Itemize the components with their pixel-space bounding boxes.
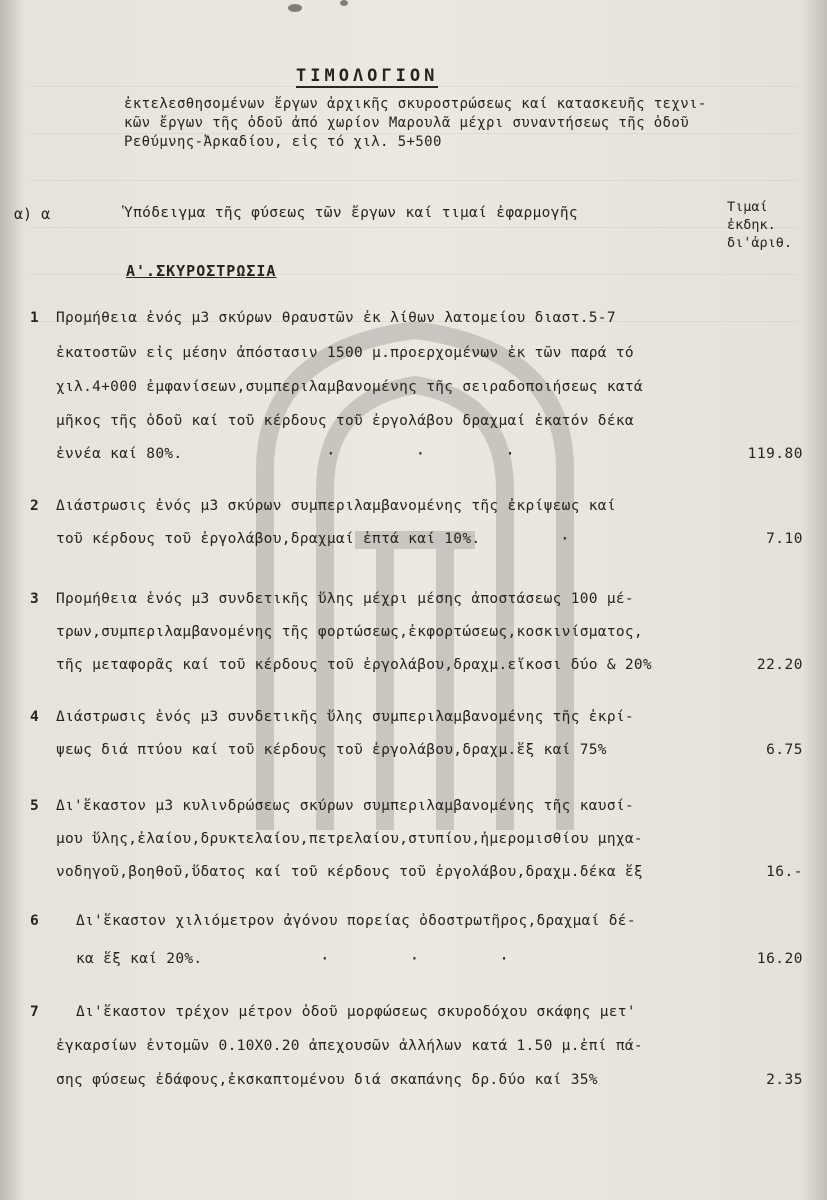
item-line: ἑκατοστῶν εἰς μέσην ἀπόστασιν 1500 μ.προερχομένων ἐκ τῶν παρά τό bbox=[56, 345, 634, 361]
price-col-line-2: ἐκδηκ. bbox=[727, 217, 776, 233]
item-line: τοῦ κέρδους τοῦ ἐργολάβου,δραχμαί ἑπτά καί 10%. bbox=[56, 531, 481, 547]
item-number: 2 bbox=[30, 498, 39, 514]
price-col-line-1: Τιμαί bbox=[727, 199, 768, 215]
leader-dots: ··· bbox=[326, 444, 595, 463]
item-line: Δι'ἕκαστον χιλιόμετρον ἀγόνου πορείας ὁδοστρωτῆρος,δραχμαί δέ- bbox=[76, 913, 636, 929]
item-number: 5 bbox=[30, 798, 39, 814]
item-number: 6 bbox=[30, 913, 39, 929]
item-line: ψεως διά πτύου καί τοῦ κέρδους τοῦ ἐργολάβου,δραχμ.ἕξ καί 75% bbox=[56, 742, 607, 758]
item-line: Προμήθεια ἑνός μ3 συνδετικῆς ὕλης μέχρι μέσης ἀποστάσεως 100 μέ- bbox=[56, 591, 634, 607]
item-price: 7.10 bbox=[766, 531, 803, 547]
price-column-header bbox=[727, 198, 792, 252]
leader-dots: · bbox=[560, 529, 650, 548]
item-line: Διάστρωσις ἑνός μ3 σκύρων συμπεριλαμβανομένης τῆς ἐκρίψεως καί bbox=[56, 498, 616, 514]
item-line: Προμήθεια ἑνός μ3 σκύρων θραυστῶν ἐκ λίθων λατομείου διαστ.5-7 bbox=[56, 310, 616, 326]
row-label: α) α bbox=[14, 205, 51, 223]
item-price: 119.80 bbox=[747, 446, 803, 462]
ink-spot bbox=[288, 4, 302, 12]
item-line: ἐγκαρσίων ἐντομῶν 0.10Χ0.20 ἀπεχουσῶν ἀλλήλων κατά 1.50 μ.ἐπί πά- bbox=[56, 1038, 643, 1054]
item-line: χιλ.4+000 ἐμφανίσεων,συμπεριλαμβανομένης τῆς σειραδοποιήσεως κατά bbox=[56, 379, 643, 395]
item-number: 4 bbox=[30, 709, 39, 725]
item-price: 2.35 bbox=[766, 1072, 803, 1088]
item-line: ἐννέα καί 80%. bbox=[56, 446, 183, 462]
item-number: 7 bbox=[30, 1004, 39, 1020]
item-line: μου ὕλης,ἐλαίου,δρυκτελαίου,πετρελαίου,στυπίου,ἡμερομισθίου μηχα- bbox=[56, 831, 643, 847]
item-price: 22.20 bbox=[756, 657, 803, 673]
item-line: νοδηγοῦ,βοηθοῦ,ὕδατος καί τοῦ κέρδους τοῦ ἐργολάβου,δραχμ.δέκα ἕξ bbox=[56, 864, 643, 880]
subtitle-line-3: Ρεθύμνης-Ἀρκαδίου, εἰς τό χιλ. 5+500 bbox=[124, 134, 442, 150]
item-line: τρων,συμπεριλαμβανομένης τῆς φορτώσεως,ἐκφορτώσεως,κοσκινίσματος, bbox=[56, 624, 643, 640]
leader-dots: ··· bbox=[320, 949, 589, 968]
document-title: ΤΙΜΟΛΟΓΙΟΝ bbox=[296, 66, 439, 86]
item-line: μῆκος τῆς ὁδοῦ καί τοῦ κέρδους τοῦ ἐργολάβου δραχμαί ἑκατόν δέκα bbox=[56, 413, 634, 429]
item-line: σης φύσεως ἐδάφους,ἐκσκαπτομένου διά σκαπάνης δρ.δύο καί 35% bbox=[56, 1072, 598, 1088]
ink-spot bbox=[340, 0, 348, 6]
item-price: 16.20 bbox=[756, 951, 803, 967]
item-line: κα ἕξ καί 20%. bbox=[76, 951, 203, 967]
archive-watermark-icon bbox=[225, 290, 605, 850]
column-description-header: Ὑπόδειγμα τῆς φύσεως τῶν ἔργων καί τιμαί ἐφαρμογῆς bbox=[124, 205, 578, 221]
subtitle-line-1: ἐκτελεσθησομένων ἔργων ἀρχικῆς σκυροστρώσεως καί κατασκευῆς τεχνι- bbox=[124, 96, 707, 112]
section-heading: Α'.ΣΚΥΡΟΣΤΡΩΣΙΑ bbox=[126, 262, 277, 280]
item-line: Δι'ἕκαστον τρέχον μέτρον ὁδοῦ μορφώσεως σκυροδόχου σκάφης μετ' bbox=[76, 1004, 636, 1020]
item-number: 1 bbox=[30, 310, 39, 326]
item-line: Δι'ἕκαστον μ3 κυλινδρώσεως σκύρων συμπεριλαμβανομένης τῆς καυσί- bbox=[56, 798, 634, 814]
subtitle-line-2: κῶν ἔργων τῆς ὁδοῦ ἀπό χωρίον Μαρουλᾶ μέχρι συναντήσεως τῆς ὁδοῦ bbox=[124, 115, 690, 131]
item-price: 6.75 bbox=[766, 742, 803, 758]
item-price: 16.- bbox=[766, 864, 803, 880]
item-line: τῆς μεταφορᾶς καί τοῦ κέρδους τοῦ ἐργολάβου,δραχμ.εἴκοσι δύο & 20% bbox=[56, 657, 652, 673]
item-number: 3 bbox=[30, 591, 39, 607]
item-line: Διάστρωσις ἑνός μ3 συνδετικῆς ὕλης συμπεριλαμβανομένης τῆς ἐκρί- bbox=[56, 709, 634, 725]
price-col-line-3: δι'ἀριθ. bbox=[727, 235, 793, 251]
